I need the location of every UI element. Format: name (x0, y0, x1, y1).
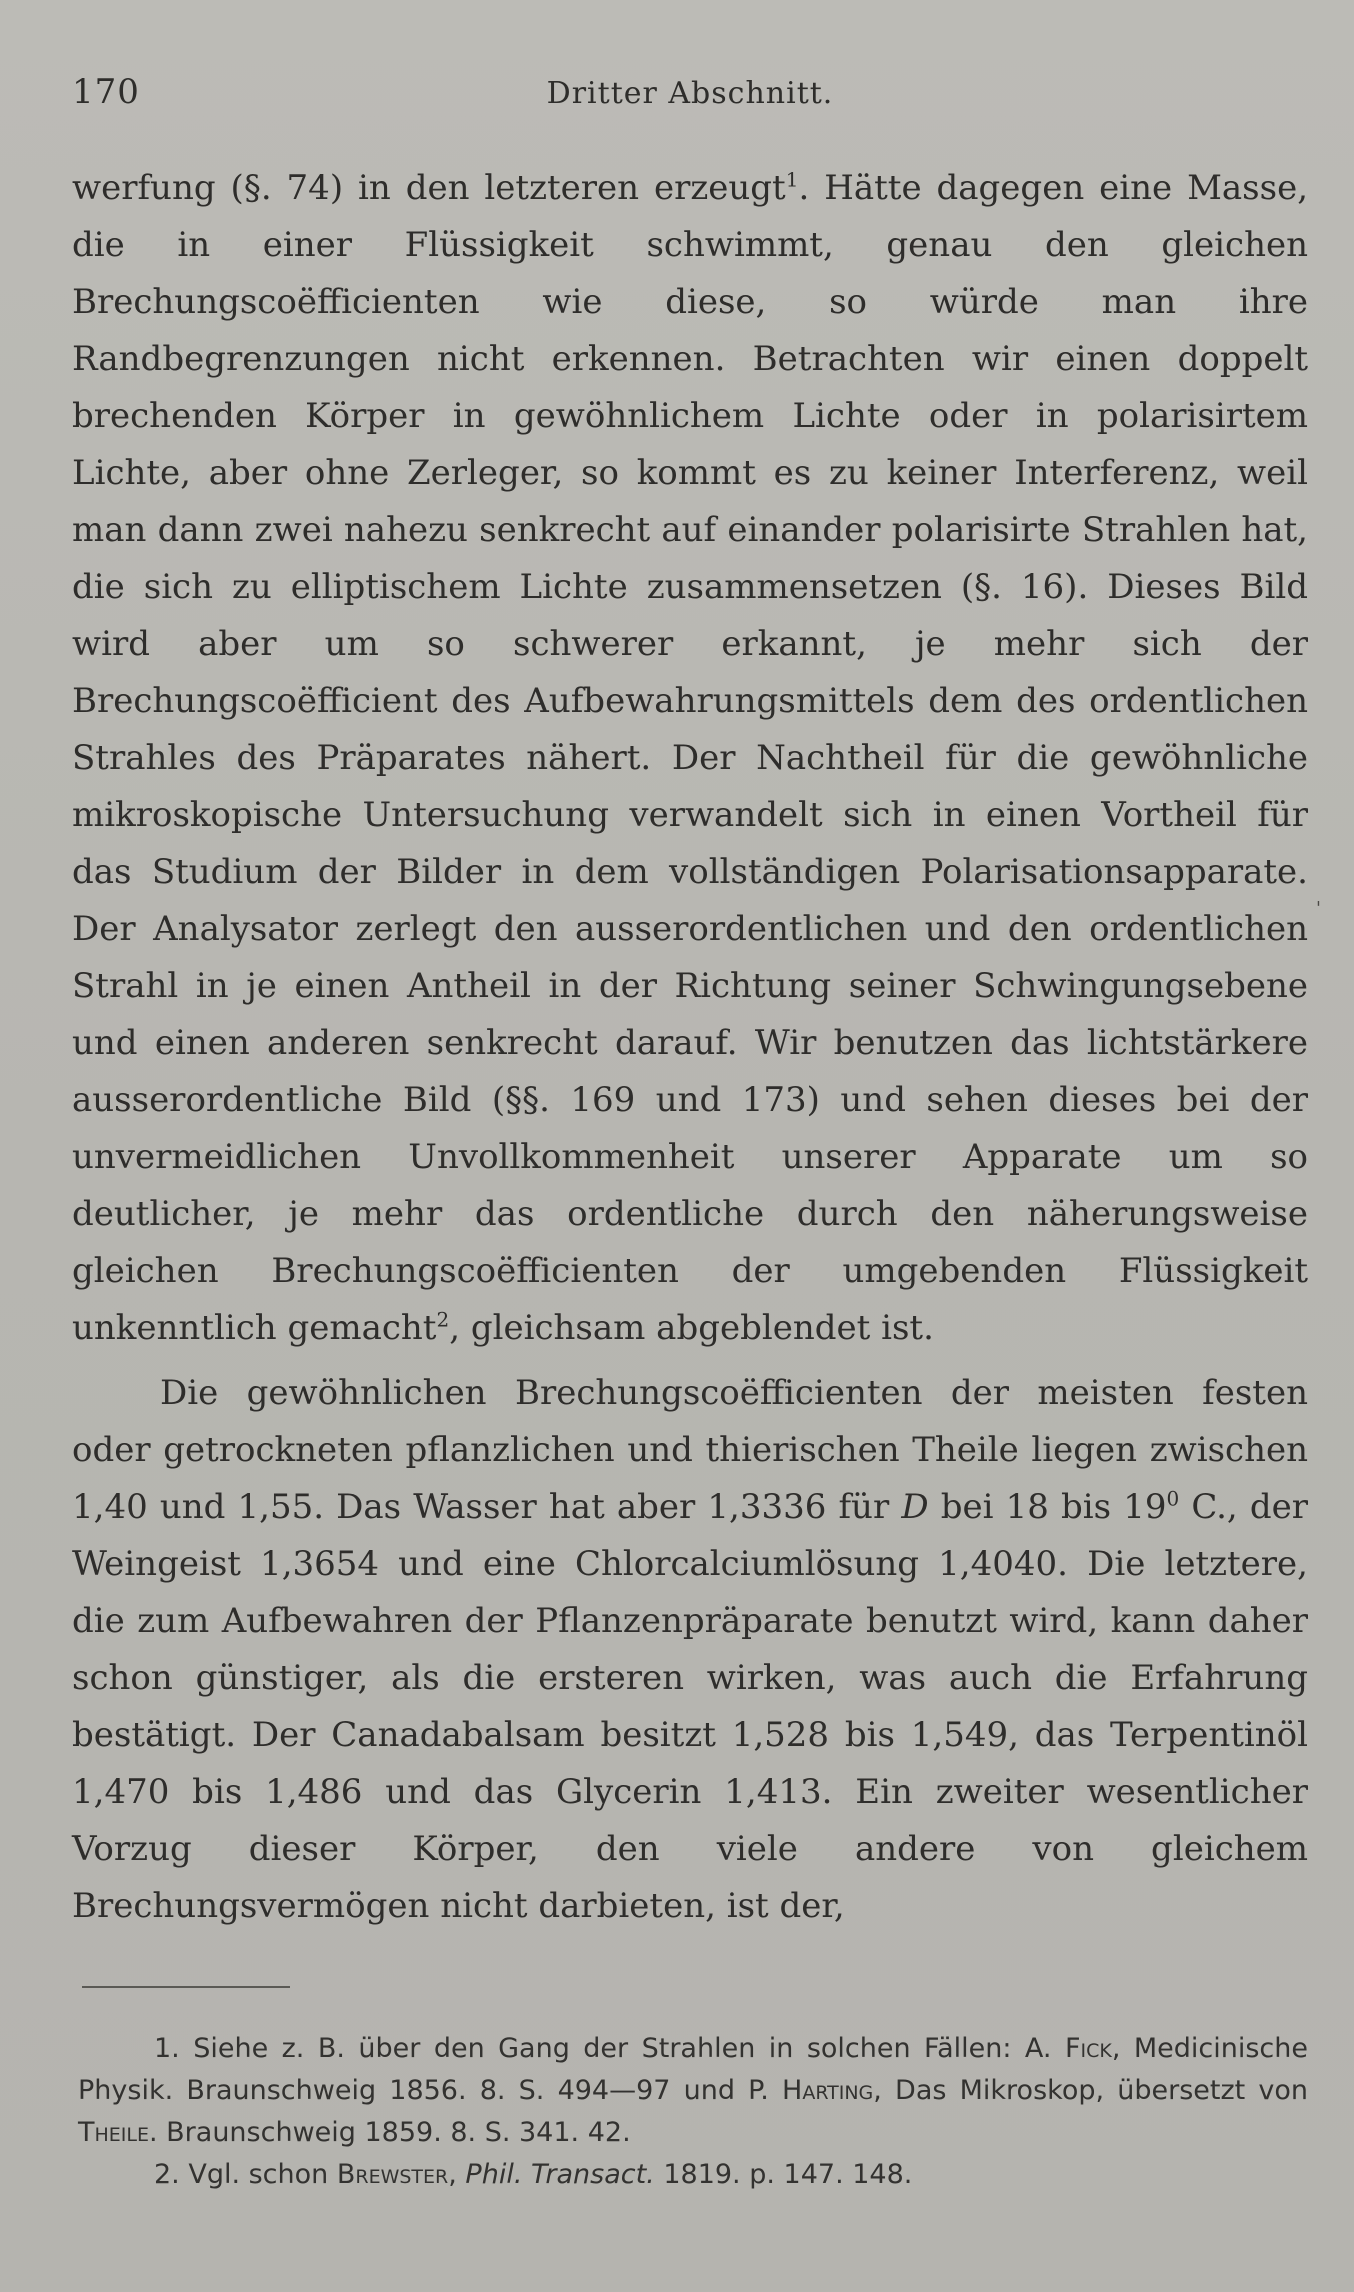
author-name: Brewster (336, 2159, 449, 2190)
footnote (78, 2028, 1308, 2154)
author-name: Harting (782, 2075, 874, 2106)
footnote-marker: 2 (436, 1307, 450, 1332)
italic-text: D (901, 1487, 929, 1527)
footnote (78, 2154, 1308, 2196)
text-run: 2. Vgl. schon (154, 2159, 337, 2190)
margin-mark: ' (1316, 898, 1321, 919)
text-run: , (448, 2159, 466, 2190)
text-run: . Braunschweig 1859. 8. S. 341. 42. (148, 2117, 631, 2148)
paragraph (72, 1365, 1308, 1935)
paragraph (72, 160, 1308, 1357)
text-run: 1819. p. 147. 148. (654, 2159, 913, 2190)
text-run: , Das Mikroskop, übersetzt von (873, 2075, 1309, 2106)
footnote-marker: 0 (1166, 1486, 1180, 1511)
text-run: , gleichsam abgeblendet ist. (449, 1308, 934, 1348)
text-run: , Medicinische Physik. Braunschweig 1856. 8. S. 494—97 und P. (78, 2033, 1309, 2106)
body-text (72, 160, 1308, 1935)
text-run: C., der Weingeist 1,3654 und eine Chlorcalciumlösung 1,4040. Die letztere, die zum Aufbewahren der Pflanzenpräparate benutzt wird, kann daher schon günstiger, als die ersteren wirken, was auch die Erfahrung bestätigt. Der Canadabalsam besitzt 1,528 bis 1,549, das Terpentinöl 1,470 bis 1,486 und das Glycerin 1,413. Ein zweiter wesentlicher Vorzug dieser Körper, den viele andere von gleichem Brechungsvermögen nicht darbieten, ist der, (72, 1487, 1309, 1926)
author-name: Theile (78, 2117, 149, 2148)
footnote-rule (82, 1986, 290, 1988)
footnote-marker: 1 (785, 167, 799, 192)
text-run: werfung (§. 74) in den letzteren erzeugt (72, 168, 786, 208)
text-run: . Hätte dagegen eine Masse, die in einer Flüssigkeit schwimmt, genau den gleichen Brechungscoëfficienten wie diese, so würde man ihre Randbegrenzungen nicht erkennen. Betrachten wir einen doppelt brechenden Körper in gewöhnlichem Lichte oder in polarisirtem Lichte, aber ohne Zerleger, so kommt es zu keiner Interferenz, weil man dann zwei nahezu senkrecht auf einander polarisirte Strahlen hat, die sich zu elliptischem Lichte zusammensetzen (§. 16). Dieses Bild wird aber um so schwerer erkannt, je mehr sich der Brechungscoëfficient des Aufbewahrungsmittels dem des ordentlichen Strahles des Präparates nähert. Der Nachtheil für die gewöhnliche mikroskopische Untersuchung verwandelt sich in einen Vortheil für das Studium der Bilder in dem vollständigen Polarisationsapparate. Der Analysator zerlegt den ausserordentlichen und den ordentlichen Strahl in je einen Antheil in der Richtung seiner Schwingungsebene und einen anderen senkrecht darauf. Wir benutzen das lichtstärkere ausserordentliche Bild (§§. 169 und 173) und sehen dieses bei der unvermeidlichen Unvollkommenheit unserer Apparate um so deutlicher, je mehr das ordentliche durch den näherungsweise gleichen Brechungscoëfficienten der umgebenden Flüssigkeit unkenntlich gemacht (72, 168, 1308, 1348)
text-run: 1. Siehe z. B. über den Gang der Strahlen in solchen Fällen: A. (154, 2033, 1065, 2064)
running-head: Dritter Abschnitt. (546, 76, 834, 111)
footnotes (78, 2028, 1308, 2196)
italic-text: Phil. Transact. (465, 2159, 655, 2190)
author-name: Fick (1064, 2033, 1112, 2064)
page-header (72, 72, 1308, 122)
page-number: 170 (72, 72, 140, 112)
text-run: Die gewöhnlichen Brechungscoëfficienten der meisten festen oder getrockneten pflanzlichen und thierischen Theile liegen zwischen 1,40 und 1,55. Das Wasser hat aber 1,3336 für (72, 1373, 1308, 1527)
text-run: bei 18 bis 19 (928, 1487, 1167, 1527)
